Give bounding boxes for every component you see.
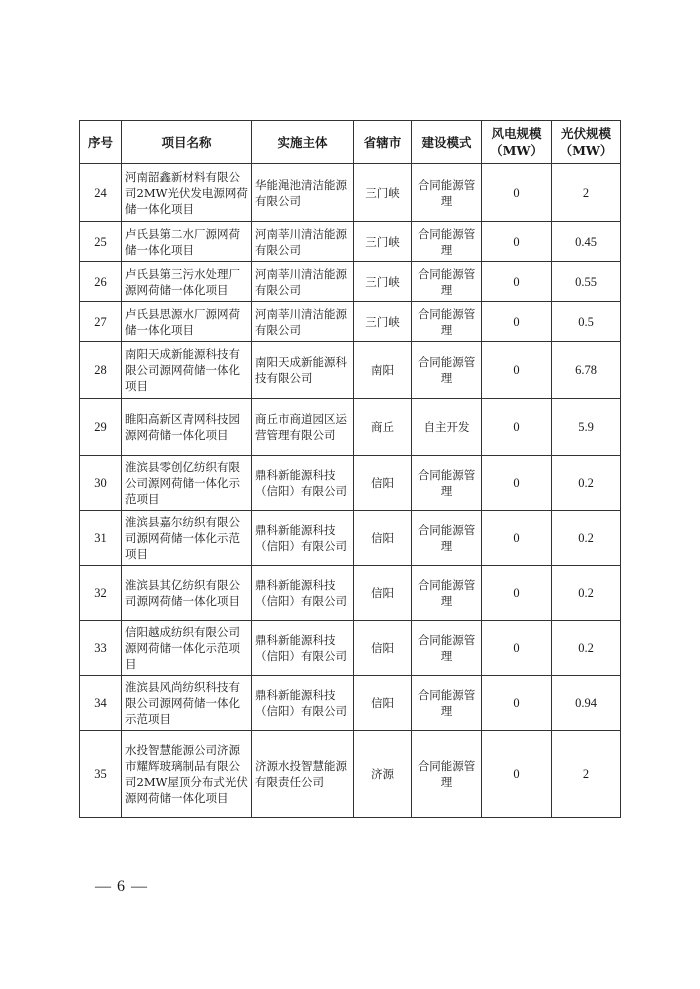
row-number-cell: 31 [80, 511, 122, 566]
wind-capacity-cell: 0 [482, 731, 552, 818]
city-cell: 三门峡 [354, 302, 412, 342]
row-number-cell: 28 [80, 342, 122, 399]
row-number-cell: 33 [80, 621, 122, 676]
wind-capacity-cell: 0 [482, 676, 552, 731]
implementing-entity-cell: 济源水投智慧能源有限责任公司 [252, 731, 354, 818]
city-cell: 信阳 [354, 676, 412, 731]
wind-capacity-cell: 0 [482, 222, 552, 262]
header-pv: 光伏规模（MW） [552, 121, 621, 164]
construction-mode-cell: 合同能源管理 [412, 342, 482, 399]
row-number-cell: 35 [80, 731, 122, 818]
pv-capacity-cell: 0.55 [552, 262, 621, 302]
construction-mode-cell: 合同能源管理 [412, 456, 482, 511]
pv-capacity-cell: 6.78 [552, 342, 621, 399]
construction-mode-cell: 合同能源管理 [412, 566, 482, 621]
table-row [80, 676, 621, 731]
pv-capacity-cell: 0.2 [552, 621, 621, 676]
project-name-cell: 卢氏县第三污水处理厂源网荷储一体化项目 [122, 262, 252, 302]
project-name-cell: 河南韶鑫新材料有限公司2MW光伏发电源网荷储一体化项目 [122, 164, 252, 222]
header-city: 省辖市 [354, 121, 412, 164]
city-cell: 三门峡 [354, 262, 412, 302]
implementing-entity-cell: 鼎科新能源科技（信阳）有限公司 [252, 511, 354, 566]
project-name-cell: 信阳越成纺织有限公司源网荷储一体化示范项目 [122, 621, 252, 676]
construction-mode-cell: 合同能源管理 [412, 511, 482, 566]
pv-capacity-cell: 0.2 [552, 456, 621, 511]
city-cell: 三门峡 [354, 164, 412, 222]
project-name-cell: 淮滨县零创亿纺织有限公司源网荷储一体化示范项目 [122, 456, 252, 511]
pv-capacity-cell: 2 [552, 164, 621, 222]
city-cell: 三门峡 [354, 222, 412, 262]
wind-capacity-cell: 0 [482, 566, 552, 621]
project-name-cell: 水投智慧能源公司济源市耀辉玻璃制品有限公司2MW屋顶分布式光伏源网荷储一体化项目 [122, 731, 252, 818]
city-cell: 济源 [354, 731, 412, 818]
wind-capacity-cell: 0 [482, 164, 552, 222]
table-row [80, 399, 621, 456]
project-name-cell: 淮滨县嘉尔纺织有限公司源网荷储一体化示范项目 [122, 511, 252, 566]
header-entity: 实施主体 [252, 121, 354, 164]
header-no: 序号 [80, 121, 122, 164]
header-mode: 建设模式 [412, 121, 482, 164]
row-number-cell: 24 [80, 164, 122, 222]
row-number-cell: 30 [80, 456, 122, 511]
table-row [80, 302, 621, 342]
construction-mode-cell: 自主开发 [412, 399, 482, 456]
implementing-entity-cell: 华能渑池清洁能源有限公司 [252, 164, 354, 222]
table-row [80, 731, 621, 818]
pv-capacity-cell: 0.45 [552, 222, 621, 262]
implementing-entity-cell: 鼎科新能源科技（信阳）有限公司 [252, 566, 354, 621]
city-cell: 南阳 [354, 342, 412, 399]
pv-capacity-cell: 0.94 [552, 676, 621, 731]
city-cell: 信阳 [354, 511, 412, 566]
construction-mode-cell: 合同能源管理 [412, 222, 482, 262]
construction-mode-cell: 合同能源管理 [412, 262, 482, 302]
wind-capacity-cell: 0 [482, 399, 552, 456]
table-row [80, 511, 621, 566]
table-row [80, 164, 621, 222]
project-name-cell: 卢氏县思源水厂源网荷储一体化项目 [122, 302, 252, 342]
wind-capacity-cell: 0 [482, 621, 552, 676]
city-cell: 信阳 [354, 621, 412, 676]
project-name-cell: 南阳天成新能源科技有限公司源网荷储一体化项目 [122, 342, 252, 399]
construction-mode-cell: 合同能源管理 [412, 731, 482, 818]
construction-mode-cell: 合同能源管理 [412, 676, 482, 731]
row-number-cell: 27 [80, 302, 122, 342]
pv-capacity-cell: 2 [552, 731, 621, 818]
construction-mode-cell: 合同能源管理 [412, 164, 482, 222]
header-project-name: 项目名称 [122, 121, 252, 164]
row-number-cell: 29 [80, 399, 122, 456]
pv-capacity-cell: 0.5 [552, 302, 621, 342]
wind-capacity-cell: 0 [482, 456, 552, 511]
project-table [79, 120, 621, 818]
row-number-cell: 34 [80, 676, 122, 731]
project-name-cell: 淮滨县其亿纺织有限公司源网荷储一体化项目 [122, 566, 252, 621]
implementing-entity-cell: 河南莘川清洁能源有限公司 [252, 262, 354, 302]
table-row [80, 566, 621, 621]
table-row [80, 262, 621, 302]
table-row [80, 621, 621, 676]
wind-capacity-cell: 0 [482, 262, 552, 302]
wind-capacity-cell: 0 [482, 302, 552, 342]
project-name-cell: 淮滨县风尚纺织科技有限公司源网荷储一体化 示范项目 [122, 676, 252, 731]
implementing-entity-cell: 南阳天成新能源科技有限公司 [252, 342, 354, 399]
construction-mode-cell: 合同能源管理 [412, 302, 482, 342]
project-name-cell: 睢阳高新区青网科技园源网荷储一体化项目 [122, 399, 252, 456]
implementing-entity-cell: 河南莘川清洁能源有限公司 [252, 302, 354, 342]
table-row [80, 342, 621, 399]
construction-mode-cell: 合同能源管理 [412, 621, 482, 676]
pv-capacity-cell: 5.9 [552, 399, 621, 456]
header-wind: 风电规模（MW） [482, 121, 552, 164]
wind-capacity-cell: 0 [482, 511, 552, 566]
table-row [80, 456, 621, 511]
implementing-entity-cell: 鼎科新能源科技（信阳）有限公司 [252, 456, 354, 511]
row-number-cell: 32 [80, 566, 122, 621]
implementing-entity-cell: 鼎科新能源科技（信阳）有限公司 [252, 676, 354, 731]
city-cell: 信阳 [354, 456, 412, 511]
implementing-entity-cell: 商丘市商道园区运营管理有限公司 [252, 399, 354, 456]
header-row [80, 121, 621, 164]
wind-capacity-cell: 0 [482, 342, 552, 399]
implementing-entity-cell: 河南莘川清洁能源有限公司 [252, 222, 354, 262]
table-row [80, 222, 621, 262]
city-cell: 商丘 [354, 399, 412, 456]
pv-capacity-cell: 0.2 [552, 511, 621, 566]
pv-capacity-cell: 0.2 [552, 566, 621, 621]
city-cell: 信阳 [354, 566, 412, 621]
project-name-cell: 卢氏县第二水厂源网荷储一体化项目 [122, 222, 252, 262]
row-number-cell: 26 [80, 262, 122, 302]
page-number: — 6 — [95, 878, 148, 895]
implementing-entity-cell: 鼎科新能源科技（信阳）有限公司 [252, 621, 354, 676]
row-number-cell: 25 [80, 222, 122, 262]
